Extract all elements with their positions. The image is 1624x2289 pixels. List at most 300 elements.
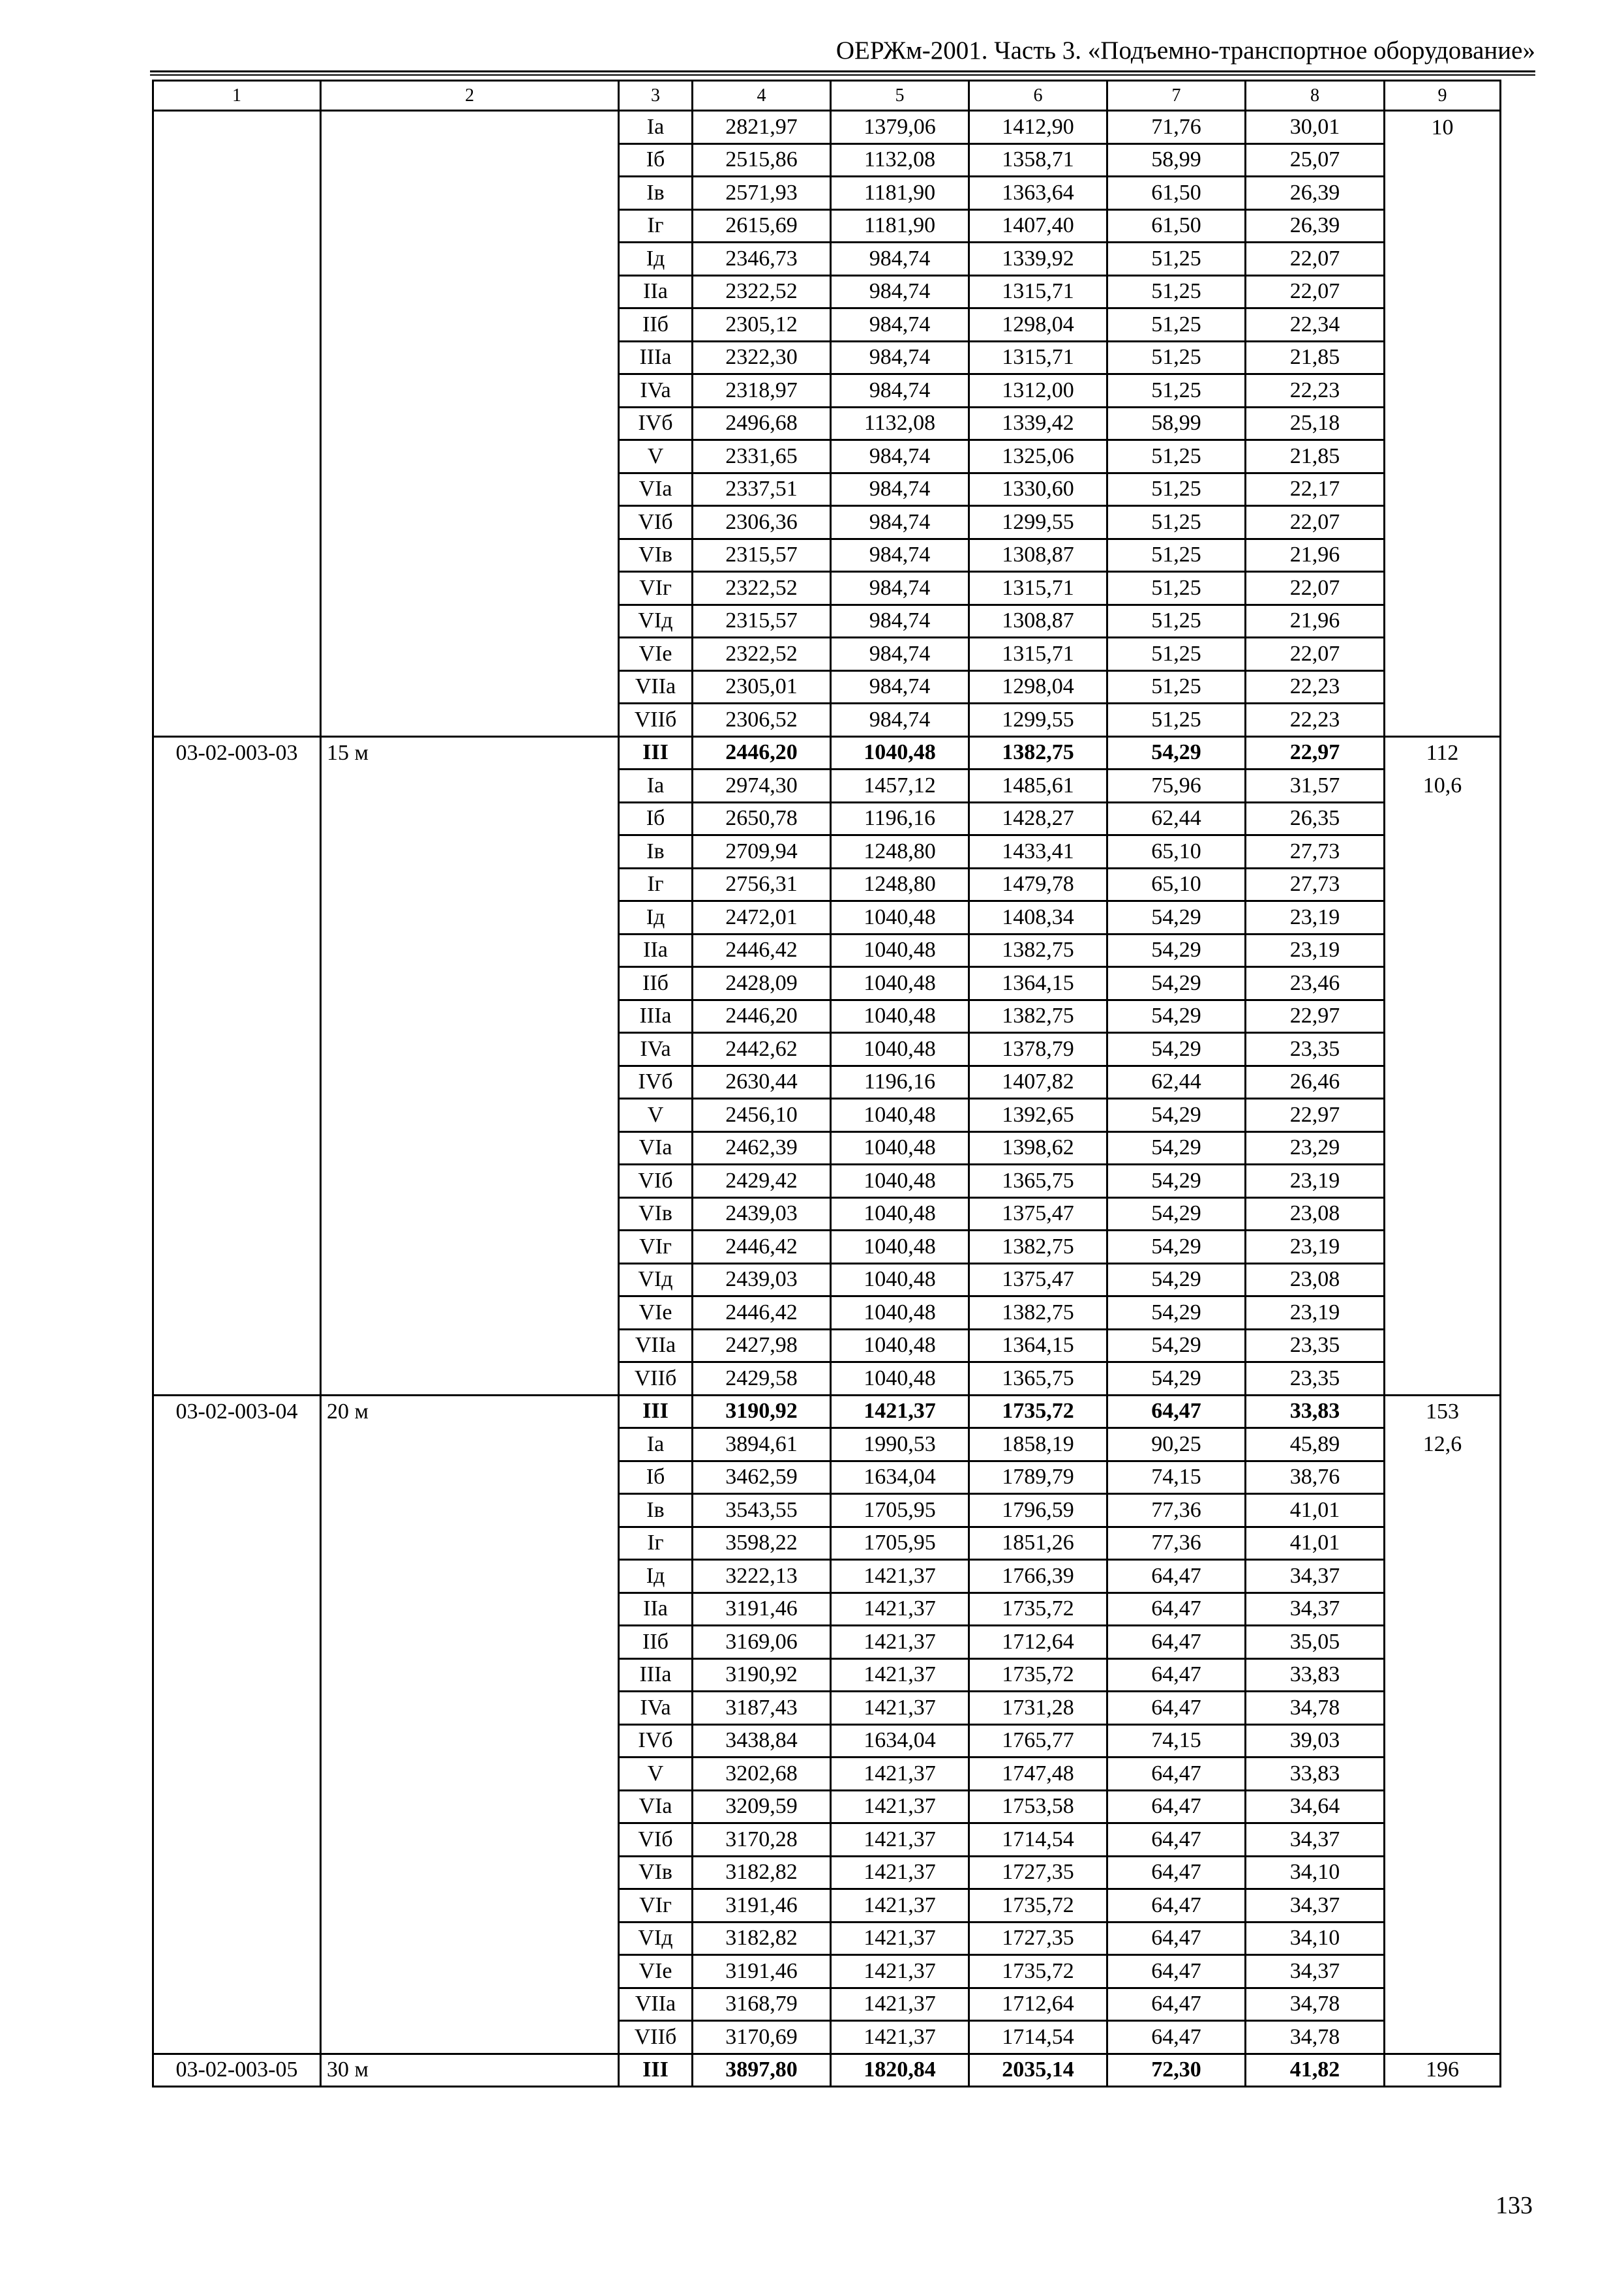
region-cell: VIa — [619, 1131, 693, 1165]
code-cell — [153, 1099, 321, 1132]
table-row — [153, 770, 1501, 803]
table-row — [153, 1593, 1501, 1626]
total-cost-cell: 2974,30 — [693, 770, 831, 803]
mass-cell — [1385, 1362, 1501, 1396]
code-cell — [153, 1033, 321, 1066]
code-cell — [153, 1988, 321, 2021]
wages-cell: 1248,80 — [831, 868, 969, 901]
table-row — [153, 868, 1501, 901]
labor-cell: 64,47 — [1107, 2021, 1246, 2054]
machines-cell: 1789,79 — [969, 1461, 1107, 1494]
machinists-cell: 39,03 — [1246, 1724, 1385, 1758]
size-cell — [321, 1790, 619, 1823]
machines-cell: 1407,40 — [969, 209, 1107, 243]
column-header: 3 — [619, 81, 693, 111]
machinists-cell: 22,07 — [1246, 275, 1385, 308]
wages-cell: 984,74 — [831, 473, 969, 506]
machines-cell: 1727,35 — [969, 1856, 1107, 1889]
size-cell — [321, 473, 619, 506]
table-row — [153, 736, 1501, 770]
wages-cell: 1040,48 — [831, 1296, 969, 1330]
column-header: 1 — [153, 81, 321, 111]
machines-cell: 1428,27 — [969, 802, 1107, 835]
labor-cell: 71,76 — [1107, 111, 1246, 144]
labor-cell: 54,29 — [1107, 736, 1246, 770]
total-cost-cell: 2446,42 — [693, 934, 831, 967]
mass-cell — [1385, 275, 1501, 308]
code-cell — [153, 1626, 321, 1659]
table-row — [153, 1889, 1501, 1922]
machinists-cell: 23,19 — [1246, 934, 1385, 967]
wages-cell: 1040,48 — [831, 1329, 969, 1362]
labor-cell: 72,30 — [1107, 2054, 1246, 2087]
size-cell — [321, 1955, 619, 1988]
region-cell: V — [619, 1099, 693, 1132]
table-row — [153, 1033, 1501, 1066]
code-cell — [153, 1593, 321, 1626]
region-cell: Iг — [619, 209, 693, 243]
machines-cell: 1308,87 — [969, 539, 1107, 572]
mass-cell — [1385, 177, 1501, 210]
machinists-cell: 34,37 — [1246, 1560, 1385, 1593]
region-cell: IVб — [619, 1724, 693, 1758]
code-cell — [153, 1560, 321, 1593]
code-cell — [153, 177, 321, 210]
labor-cell: 54,29 — [1107, 1099, 1246, 1132]
mass-cell — [1385, 143, 1501, 177]
table-row — [153, 2054, 1501, 2087]
total-cost-cell: 3169,06 — [693, 1626, 831, 1659]
labor-cell: 75,96 — [1107, 770, 1246, 803]
size-cell — [321, 670, 619, 704]
code-cell — [153, 934, 321, 967]
wages-cell: 1040,48 — [831, 1033, 969, 1066]
mass-cell: 12,6 — [1385, 1428, 1501, 1461]
total-cost-cell: 2427,98 — [693, 1329, 831, 1362]
labor-cell: 51,25 — [1107, 341, 1246, 374]
machines-cell: 1299,55 — [969, 506, 1107, 539]
table-row — [153, 1000, 1501, 1033]
machinists-cell: 21,85 — [1246, 341, 1385, 374]
total-cost-cell: 2322,52 — [693, 638, 831, 671]
code-cell — [153, 275, 321, 308]
mass-cell: 10,6 — [1385, 770, 1501, 803]
size-cell: 20 м — [321, 1395, 619, 1428]
total-cost-cell: 2462,39 — [693, 1131, 831, 1165]
wages-cell: 1040,48 — [831, 1231, 969, 1264]
size-cell — [321, 1296, 619, 1330]
mass-cell — [1385, 802, 1501, 835]
machinists-cell: 34,37 — [1246, 1593, 1385, 1626]
table-row — [153, 2021, 1501, 2054]
region-cell: IIб — [619, 1626, 693, 1659]
code-cell — [153, 1922, 321, 1955]
machinists-cell: 34,37 — [1246, 1823, 1385, 1857]
machinists-cell: 27,73 — [1246, 835, 1385, 869]
machinists-cell: 25,07 — [1246, 143, 1385, 177]
size-cell — [321, 308, 619, 342]
mass-cell — [1385, 1889, 1501, 1922]
total-cost-cell: 2571,93 — [693, 177, 831, 210]
column-header: 9 — [1385, 81, 1501, 111]
labor-cell: 51,25 — [1107, 670, 1246, 704]
wages-cell: 1421,37 — [831, 1593, 969, 1626]
machinists-cell: 23,19 — [1246, 1165, 1385, 1198]
mass-cell — [1385, 670, 1501, 704]
mass-cell — [1385, 901, 1501, 935]
table-row — [153, 1296, 1501, 1330]
wages-cell: 1181,90 — [831, 177, 969, 210]
table-row — [153, 1066, 1501, 1099]
machines-cell: 1298,04 — [969, 670, 1107, 704]
table-row — [153, 1724, 1501, 1758]
machinists-cell: 25,18 — [1246, 407, 1385, 440]
machines-cell: 1315,71 — [969, 275, 1107, 308]
machines-cell: 1315,71 — [969, 341, 1107, 374]
code-cell — [153, 638, 321, 671]
mass-cell — [1385, 1527, 1501, 1560]
mass-cell — [1385, 243, 1501, 276]
mass-cell — [1385, 1461, 1501, 1494]
labor-cell: 64,47 — [1107, 1658, 1246, 1692]
total-cost-cell: 3894,61 — [693, 1428, 831, 1461]
size-cell — [321, 243, 619, 276]
mass-cell — [1385, 1626, 1501, 1659]
region-cell: VIд — [619, 1263, 693, 1296]
table-row — [153, 1263, 1501, 1296]
total-cost-cell: 2331,65 — [693, 440, 831, 473]
size-cell — [321, 111, 619, 144]
region-cell: IIIa — [619, 1658, 693, 1692]
machines-cell: 1714,54 — [969, 2021, 1107, 2054]
machines-cell: 1325,06 — [969, 440, 1107, 473]
labor-cell: 77,36 — [1107, 1494, 1246, 1527]
region-cell: Ia — [619, 111, 693, 144]
mass-cell — [1385, 1758, 1501, 1791]
total-cost-cell: 2322,52 — [693, 275, 831, 308]
machines-cell: 1485,61 — [969, 770, 1107, 803]
region-cell: VIIa — [619, 1329, 693, 1362]
size-cell — [321, 770, 619, 803]
labor-cell: 64,47 — [1107, 1626, 1246, 1659]
total-cost-cell: 2472,01 — [693, 901, 831, 935]
machines-cell: 1479,78 — [969, 868, 1107, 901]
machinists-cell: 41,82 — [1246, 2054, 1385, 2087]
region-cell: VIд — [619, 1922, 693, 1955]
wages-cell: 1634,04 — [831, 1461, 969, 1494]
labor-cell: 58,99 — [1107, 407, 1246, 440]
region-cell: V — [619, 1758, 693, 1791]
labor-cell: 51,25 — [1107, 275, 1246, 308]
machines-cell: 1315,71 — [969, 572, 1107, 605]
table-row — [153, 111, 1501, 144]
region-cell: Iв — [619, 1494, 693, 1527]
total-cost-cell: 2305,01 — [693, 670, 831, 704]
code-cell — [153, 1165, 321, 1198]
size-cell — [321, 440, 619, 473]
size-cell — [321, 1724, 619, 1758]
labor-cell: 51,25 — [1107, 374, 1246, 408]
wages-cell: 1820,84 — [831, 2054, 969, 2087]
table-row — [153, 1922, 1501, 1955]
code-cell — [153, 868, 321, 901]
table-row — [153, 1823, 1501, 1857]
machines-cell: 1298,04 — [969, 308, 1107, 342]
wages-cell: 1421,37 — [831, 1790, 969, 1823]
region-cell: VIIa — [619, 670, 693, 704]
machines-cell: 1712,64 — [969, 1626, 1107, 1659]
code-cell — [153, 1263, 321, 1296]
table-row — [153, 1955, 1501, 1988]
labor-cell: 64,47 — [1107, 1758, 1246, 1791]
total-cost-cell: 3202,68 — [693, 1758, 831, 1791]
machinists-cell: 34,78 — [1246, 2021, 1385, 2054]
machinists-cell: 22,23 — [1246, 374, 1385, 408]
mass-cell — [1385, 341, 1501, 374]
mass-cell — [1385, 934, 1501, 967]
region-cell: IVб — [619, 1066, 693, 1099]
region-cell: Ia — [619, 770, 693, 803]
machinists-cell: 22,97 — [1246, 1000, 1385, 1033]
wages-cell: 1132,08 — [831, 407, 969, 440]
wages-cell: 1705,95 — [831, 1494, 969, 1527]
labor-cell: 54,29 — [1107, 1033, 1246, 1066]
machinists-cell: 38,76 — [1246, 1461, 1385, 1494]
labor-cell: 64,47 — [1107, 1889, 1246, 1922]
region-cell: IVa — [619, 1692, 693, 1725]
mass-cell — [1385, 868, 1501, 901]
total-cost-cell: 3182,82 — [693, 1856, 831, 1889]
labor-cell: 61,50 — [1107, 177, 1246, 210]
total-cost-cell: 2756,31 — [693, 868, 831, 901]
table-row — [153, 1099, 1501, 1132]
table-row — [153, 967, 1501, 1000]
region-cell: VIг — [619, 572, 693, 605]
code-cell — [153, 1758, 321, 1791]
size-cell — [321, 506, 619, 539]
table-row — [153, 1329, 1501, 1362]
machines-cell: 1365,75 — [969, 1362, 1107, 1396]
labor-cell: 64,47 — [1107, 1988, 1246, 2021]
machinists-cell: 33,83 — [1246, 1758, 1385, 1791]
size-cell — [321, 572, 619, 605]
table-row — [153, 1658, 1501, 1692]
mass-cell — [1385, 506, 1501, 539]
machinists-cell: 23,46 — [1246, 967, 1385, 1000]
total-cost-cell: 2346,73 — [693, 243, 831, 276]
column-header: 2 — [321, 81, 619, 111]
machines-cell: 1375,47 — [969, 1263, 1107, 1296]
labor-cell: 54,29 — [1107, 1231, 1246, 1264]
mass-cell — [1385, 374, 1501, 408]
size-cell — [321, 1000, 619, 1033]
size-cell — [321, 704, 619, 737]
total-cost-cell: 3191,46 — [693, 1889, 831, 1922]
total-cost-cell: 2496,68 — [693, 407, 831, 440]
wages-cell: 984,74 — [831, 341, 969, 374]
table-row — [153, 1560, 1501, 1593]
table-row — [153, 572, 1501, 605]
code-cell — [153, 539, 321, 572]
machines-cell: 1735,72 — [969, 1395, 1107, 1428]
size-cell — [321, 1593, 619, 1626]
table-row — [153, 473, 1501, 506]
table-row — [153, 1626, 1501, 1659]
table-row — [153, 506, 1501, 539]
size-cell — [321, 967, 619, 1000]
region-cell: VIa — [619, 473, 693, 506]
machinists-cell: 21,96 — [1246, 605, 1385, 638]
total-cost-cell: 3182,82 — [693, 1922, 831, 1955]
wages-cell: 984,74 — [831, 605, 969, 638]
machines-cell: 1735,72 — [969, 1593, 1107, 1626]
region-cell: IIa — [619, 1593, 693, 1626]
region-cell: Iг — [619, 868, 693, 901]
size-cell — [321, 1197, 619, 1231]
wages-cell: 1040,48 — [831, 1099, 969, 1132]
table-row — [153, 1856, 1501, 1889]
labor-cell: 64,47 — [1107, 1856, 1246, 1889]
wages-cell: 1990,53 — [831, 1428, 969, 1461]
machines-cell: 1378,79 — [969, 1033, 1107, 1066]
code-cell — [153, 770, 321, 803]
code-cell — [153, 374, 321, 408]
wages-cell: 984,74 — [831, 308, 969, 342]
machinists-cell: 23,29 — [1246, 1131, 1385, 1165]
total-cost-cell: 2337,51 — [693, 473, 831, 506]
machines-cell: 1714,54 — [969, 1823, 1107, 1857]
total-cost-cell: 2429,58 — [693, 1362, 831, 1396]
machinists-cell: 23,19 — [1246, 1296, 1385, 1330]
machines-cell: 1315,71 — [969, 638, 1107, 671]
table-row — [153, 934, 1501, 967]
labor-cell: 54,29 — [1107, 901, 1246, 935]
table-row — [153, 440, 1501, 473]
table-row — [153, 1395, 1501, 1428]
wages-cell: 1421,37 — [831, 1395, 969, 1428]
table-row — [153, 243, 1501, 276]
labor-cell: 64,47 — [1107, 1922, 1246, 1955]
total-cost-cell: 3897,80 — [693, 2054, 831, 2087]
mass-cell — [1385, 835, 1501, 869]
table-row — [153, 275, 1501, 308]
table-row — [153, 539, 1501, 572]
code-cell — [153, 1000, 321, 1033]
total-cost-cell: 2428,09 — [693, 967, 831, 1000]
total-cost-cell: 2446,42 — [693, 1231, 831, 1264]
mass-cell — [1385, 1724, 1501, 1758]
machinists-cell: 22,17 — [1246, 473, 1385, 506]
labor-cell: 58,99 — [1107, 143, 1246, 177]
size-cell — [321, 1626, 619, 1659]
machines-cell: 1735,72 — [969, 1955, 1107, 1988]
total-cost-cell: 2446,42 — [693, 1296, 831, 1330]
wages-cell: 984,74 — [831, 374, 969, 408]
machines-cell: 1392,65 — [969, 1099, 1107, 1132]
total-cost-cell: 3598,22 — [693, 1527, 831, 1560]
wages-cell: 1248,80 — [831, 835, 969, 869]
machines-cell: 1363,64 — [969, 177, 1107, 210]
table-row — [153, 1197, 1501, 1231]
mass-cell — [1385, 1560, 1501, 1593]
code-cell — [153, 1131, 321, 1165]
region-cell: V — [619, 440, 693, 473]
mass-cell — [1385, 1955, 1501, 1988]
code-cell — [153, 1658, 321, 1692]
labor-cell: 62,44 — [1107, 1066, 1246, 1099]
region-cell: IIa — [619, 275, 693, 308]
size-cell — [321, 1494, 619, 1527]
wages-cell: 1181,90 — [831, 209, 969, 243]
wages-cell: 984,74 — [831, 440, 969, 473]
table-body — [153, 111, 1501, 2087]
machinists-cell: 26,39 — [1246, 177, 1385, 210]
machines-cell: 1364,15 — [969, 967, 1107, 1000]
size-cell — [321, 802, 619, 835]
table-row — [153, 1428, 1501, 1461]
code-cell — [153, 1066, 321, 1099]
code-cell — [153, 473, 321, 506]
mass-cell — [1385, 1000, 1501, 1033]
wages-cell: 1421,37 — [831, 1856, 969, 1889]
size-cell — [321, 1033, 619, 1066]
labor-cell: 64,47 — [1107, 1955, 1246, 1988]
mass-cell — [1385, 1790, 1501, 1823]
region-cell: VIд — [619, 605, 693, 638]
table-row — [153, 638, 1501, 671]
wages-cell: 1421,37 — [831, 1560, 969, 1593]
region-cell: VIe — [619, 1296, 693, 1330]
machinists-cell: 22,07 — [1246, 506, 1385, 539]
machinists-cell: 35,05 — [1246, 1626, 1385, 1659]
wages-cell: 1040,48 — [831, 1362, 969, 1396]
table-row — [153, 670, 1501, 704]
region-cell: III — [619, 736, 693, 770]
code-cell — [153, 407, 321, 440]
labor-cell: 51,25 — [1107, 539, 1246, 572]
mass-cell — [1385, 308, 1501, 342]
machinists-cell: 26,46 — [1246, 1066, 1385, 1099]
size-cell — [321, 1329, 619, 1362]
total-cost-cell: 3222,13 — [693, 1560, 831, 1593]
size-cell — [321, 1922, 619, 1955]
code-cell: 03-02-003-03 — [153, 736, 321, 770]
labor-cell: 51,25 — [1107, 704, 1246, 737]
mass-cell — [1385, 1066, 1501, 1099]
size-cell — [321, 407, 619, 440]
table-row — [153, 1461, 1501, 1494]
size-cell — [321, 1758, 619, 1791]
wages-cell: 984,74 — [831, 572, 969, 605]
labor-cell: 51,25 — [1107, 638, 1246, 671]
size-cell — [321, 1099, 619, 1132]
code-cell — [153, 2021, 321, 2054]
table-row — [153, 605, 1501, 638]
machines-cell: 1382,75 — [969, 1296, 1107, 1330]
total-cost-cell: 2650,78 — [693, 802, 831, 835]
mass-cell — [1385, 704, 1501, 737]
mass-cell — [1385, 1658, 1501, 1692]
machines-cell: 1364,15 — [969, 1329, 1107, 1362]
mass-cell — [1385, 1494, 1501, 1527]
total-cost-cell: 2429,42 — [693, 1165, 831, 1198]
labor-cell: 54,29 — [1107, 1296, 1246, 1330]
page-header: ОЕРЖм-2001. Часть 3. «Подъемно-транспортное оборудование» — [835, 37, 1535, 65]
table-row — [153, 1131, 1501, 1165]
size-cell — [321, 901, 619, 935]
size-cell — [321, 209, 619, 243]
size-cell — [321, 1527, 619, 1560]
